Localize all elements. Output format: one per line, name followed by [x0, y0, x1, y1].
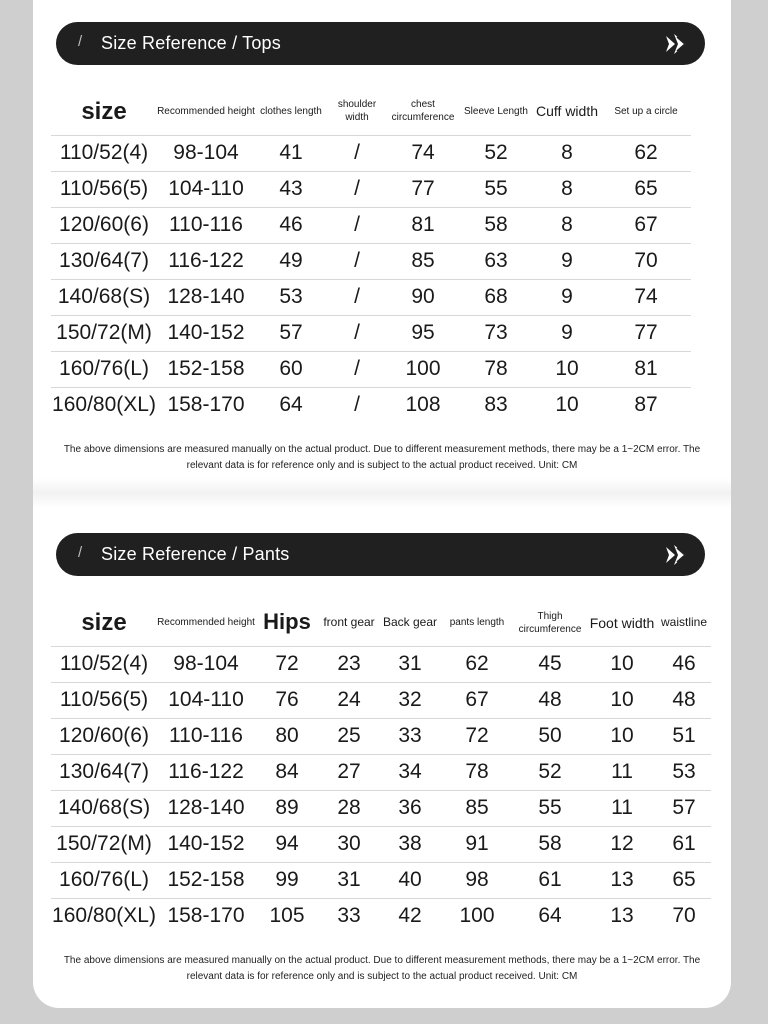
table-cell: 110/52(4)	[51, 646, 157, 682]
table-row	[51, 754, 711, 790]
table-cell: 10	[533, 351, 601, 387]
table-cell: 10	[533, 387, 601, 423]
table-row	[51, 279, 691, 315]
header-set-up-circle: Set up a circle	[614, 105, 678, 117]
table-cell: 140-152	[157, 315, 255, 351]
table-cell: 158-170	[157, 387, 255, 423]
table-cell: 43	[255, 171, 327, 207]
table-cell: 9	[533, 315, 601, 351]
table-cell: 64	[513, 898, 587, 934]
table-cell: 140/68(S)	[51, 790, 157, 826]
arrow-right-icon	[664, 32, 690, 56]
table-cell: 11	[587, 790, 657, 826]
table-cell: /	[327, 135, 387, 171]
header-shoulder-width: shoulder width	[337, 99, 377, 124]
table-cell: 52	[513, 754, 587, 790]
table-row	[51, 243, 691, 279]
table-cell: 110-116	[157, 207, 255, 243]
table-cell: 85	[387, 243, 459, 279]
header-chest-circumference: chest circumference	[391, 99, 455, 124]
table-cell: 81	[387, 207, 459, 243]
table-cell: 98-104	[157, 646, 255, 682]
pants-size-table	[51, 600, 711, 934]
header-size: size	[81, 609, 127, 637]
table-cell: 33	[379, 718, 441, 754]
table-cell: 72	[441, 718, 513, 754]
table-cell: 65	[601, 171, 691, 207]
table-cell: 130/64(7)	[51, 754, 157, 790]
table-cell: 9	[533, 243, 601, 279]
table-cell: 13	[587, 862, 657, 898]
table-cell: 128-140	[157, 790, 255, 826]
pants-banner	[56, 533, 705, 576]
table-cell: 10	[587, 646, 657, 682]
table-cell: 116-122	[157, 243, 255, 279]
table-cell: 33	[319, 898, 379, 934]
table-cell: 140-152	[157, 826, 255, 862]
table-cell: 120/60(6)	[51, 207, 157, 243]
table-cell: 77	[601, 315, 691, 351]
table-row	[51, 790, 711, 826]
table-cell: 110/56(5)	[51, 682, 157, 718]
table-cell: 95	[387, 315, 459, 351]
table-cell: 46	[255, 207, 327, 243]
table-cell: 41	[255, 135, 327, 171]
table-cell: 28	[319, 790, 379, 826]
header-thigh-circumference: Thigh circumference	[518, 610, 582, 635]
table-cell: 98	[441, 862, 513, 898]
table-cell: 32	[379, 682, 441, 718]
arrow-right-icon	[664, 543, 690, 567]
table-cell: 160/76(L)	[51, 351, 157, 387]
table-cell: 64	[255, 387, 327, 423]
table-cell: 83	[459, 387, 533, 423]
table-row	[51, 826, 711, 862]
table-cell: 27	[319, 754, 379, 790]
header-front-gear: front gear	[323, 614, 375, 629]
table-cell: /	[327, 243, 387, 279]
table-cell: 30	[319, 826, 379, 862]
table-cell: 9	[533, 279, 601, 315]
table-cell: 76	[255, 682, 319, 718]
slash-mark: /	[78, 33, 83, 50]
table-cell: 58	[513, 826, 587, 862]
table-cell: 89	[255, 790, 319, 826]
table-cell: 74	[387, 135, 459, 171]
pants-measurement-note: The above dimensions are measured manually on the actual product. Due to different measurement methods, there may be a 1~2CM error. The relevant data is for reference only and is subject to the actual product received. Unit: CM	[63, 955, 701, 982]
tops-title: Size Reference / Tops	[101, 33, 281, 53]
header-clothes-length: clothes length	[260, 105, 322, 117]
table-cell: 152-158	[157, 351, 255, 387]
table-cell: 87	[601, 387, 691, 423]
table-cell: 62	[441, 646, 513, 682]
table-cell: 61	[657, 826, 711, 862]
table-cell: 42	[379, 898, 441, 934]
section-divider	[33, 478, 731, 508]
table-cell: /	[327, 387, 387, 423]
table-cell: 24	[319, 682, 379, 718]
table-cell: 108	[387, 387, 459, 423]
table-row	[51, 171, 691, 207]
header-cuff-width: Cuff width	[536, 103, 598, 120]
table-cell: 55	[459, 171, 533, 207]
table-cell: 48	[657, 682, 711, 718]
table-cell: 104-110	[157, 171, 255, 207]
table-row	[51, 315, 691, 351]
header-waistline: waistline	[660, 614, 708, 629]
table-cell: 110-116	[157, 718, 255, 754]
table-cell: 152-158	[157, 862, 255, 898]
table-cell: 160/80(XL)	[51, 387, 157, 423]
table-row	[51, 898, 711, 934]
table-cell: 73	[459, 315, 533, 351]
table-cell: 80	[255, 718, 319, 754]
header-back-gear: Back gear	[382, 614, 438, 629]
table-cell: 31	[379, 646, 441, 682]
table-cell: 51	[657, 718, 711, 754]
table-cell: 72	[255, 646, 319, 682]
table-row	[51, 207, 691, 243]
table-cell: 25	[319, 718, 379, 754]
table-cell: 90	[387, 279, 459, 315]
table-cell: 104-110	[157, 682, 255, 718]
table-cell: /	[327, 171, 387, 207]
table-cell: 10	[587, 718, 657, 754]
table-cell: 98-104	[157, 135, 255, 171]
table-cell: 8	[533, 135, 601, 171]
table-cell: 116-122	[157, 754, 255, 790]
size-chart-card	[33, 0, 731, 1008]
header-recommended-height: Recommended height	[157, 105, 255, 117]
table-cell: 8	[533, 171, 601, 207]
table-cell: 85	[441, 790, 513, 826]
table-cell: 36	[379, 790, 441, 826]
table-cell: 100	[387, 351, 459, 387]
header-recommended-height: Recommended height	[157, 617, 255, 629]
table-cell: 120/60(6)	[51, 718, 157, 754]
slash-mark: /	[78, 544, 83, 561]
table-cell: 67	[601, 207, 691, 243]
table-cell: 100	[441, 898, 513, 934]
table-row	[51, 682, 711, 718]
table-cell: 158-170	[157, 898, 255, 934]
table-row	[51, 862, 711, 898]
table-cell: 61	[513, 862, 587, 898]
table-cell: 99	[255, 862, 319, 898]
table-cell: 63	[459, 243, 533, 279]
pants-title: Size Reference / Pants	[101, 544, 290, 564]
table-cell: /	[327, 207, 387, 243]
table-cell: 57	[657, 790, 711, 826]
table-cell: 31	[319, 862, 379, 898]
table-cell: 74	[601, 279, 691, 315]
table-cell: /	[327, 315, 387, 351]
table-cell: 68	[459, 279, 533, 315]
table-cell: 160/80(XL)	[51, 898, 157, 934]
table-cell: 150/72(M)	[51, 826, 157, 862]
table-cell: 62	[601, 135, 691, 171]
table-cell: 110/52(4)	[51, 135, 157, 171]
header-sleeve-length: Sleeve Length	[464, 105, 528, 117]
header-size: size	[81, 97, 127, 125]
table-cell: 46	[657, 646, 711, 682]
table-row	[51, 351, 691, 387]
table-cell: 8	[533, 207, 601, 243]
table-cell: 23	[319, 646, 379, 682]
table-cell: 81	[601, 351, 691, 387]
table-cell: 60	[255, 351, 327, 387]
table-cell: 12	[587, 826, 657, 862]
table-cell: 34	[379, 754, 441, 790]
table-cell: 77	[387, 171, 459, 207]
table-row	[51, 135, 691, 171]
table-cell: 38	[379, 826, 441, 862]
table-cell: 53	[255, 279, 327, 315]
tops-size-table	[51, 88, 691, 423]
table-cell: 94	[255, 826, 319, 862]
table-cell: 13	[587, 898, 657, 934]
table-cell: 84	[255, 754, 319, 790]
table-cell: 110/56(5)	[51, 171, 157, 207]
table-cell: 105	[255, 898, 319, 934]
table-cell: 52	[459, 135, 533, 171]
table-cell: 53	[657, 754, 711, 790]
table-cell: 40	[379, 862, 441, 898]
table-row	[51, 387, 691, 423]
table-cell: 67	[441, 682, 513, 718]
table-cell: 91	[441, 826, 513, 862]
table-cell: 150/72(M)	[51, 315, 157, 351]
header-foot-width: Foot width	[589, 614, 655, 631]
table-cell: 11	[587, 754, 657, 790]
table-cell: 78	[459, 351, 533, 387]
table-cell: /	[327, 279, 387, 315]
table-cell: 50	[513, 718, 587, 754]
table-cell: 10	[587, 682, 657, 718]
table-row	[51, 718, 711, 754]
table-cell: 55	[513, 790, 587, 826]
table-cell: 57	[255, 315, 327, 351]
table-cell: /	[327, 351, 387, 387]
table-row	[51, 646, 711, 682]
tops-measurement-note: The above dimensions are measured manually on the actual product. Due to different measurement methods, there may be a 1~2CM error. The relevant data is for reference only and is subject to the actual product received. Unit: CM	[63, 444, 701, 471]
table-cell: 70	[601, 243, 691, 279]
table-cell: 65	[657, 862, 711, 898]
table-cell: 130/64(7)	[51, 243, 157, 279]
table-cell: 45	[513, 646, 587, 682]
header-hips: Hips	[263, 609, 311, 635]
tops-banner	[56, 22, 705, 65]
header-pants-length: pants length	[449, 617, 505, 629]
table-cell: 78	[441, 754, 513, 790]
table-cell: 70	[657, 898, 711, 934]
table-cell: 49	[255, 243, 327, 279]
table-cell: 58	[459, 207, 533, 243]
table-cell: 128-140	[157, 279, 255, 315]
table-cell: 140/68(S)	[51, 279, 157, 315]
table-cell: 160/76(L)	[51, 862, 157, 898]
table-cell: 48	[513, 682, 587, 718]
